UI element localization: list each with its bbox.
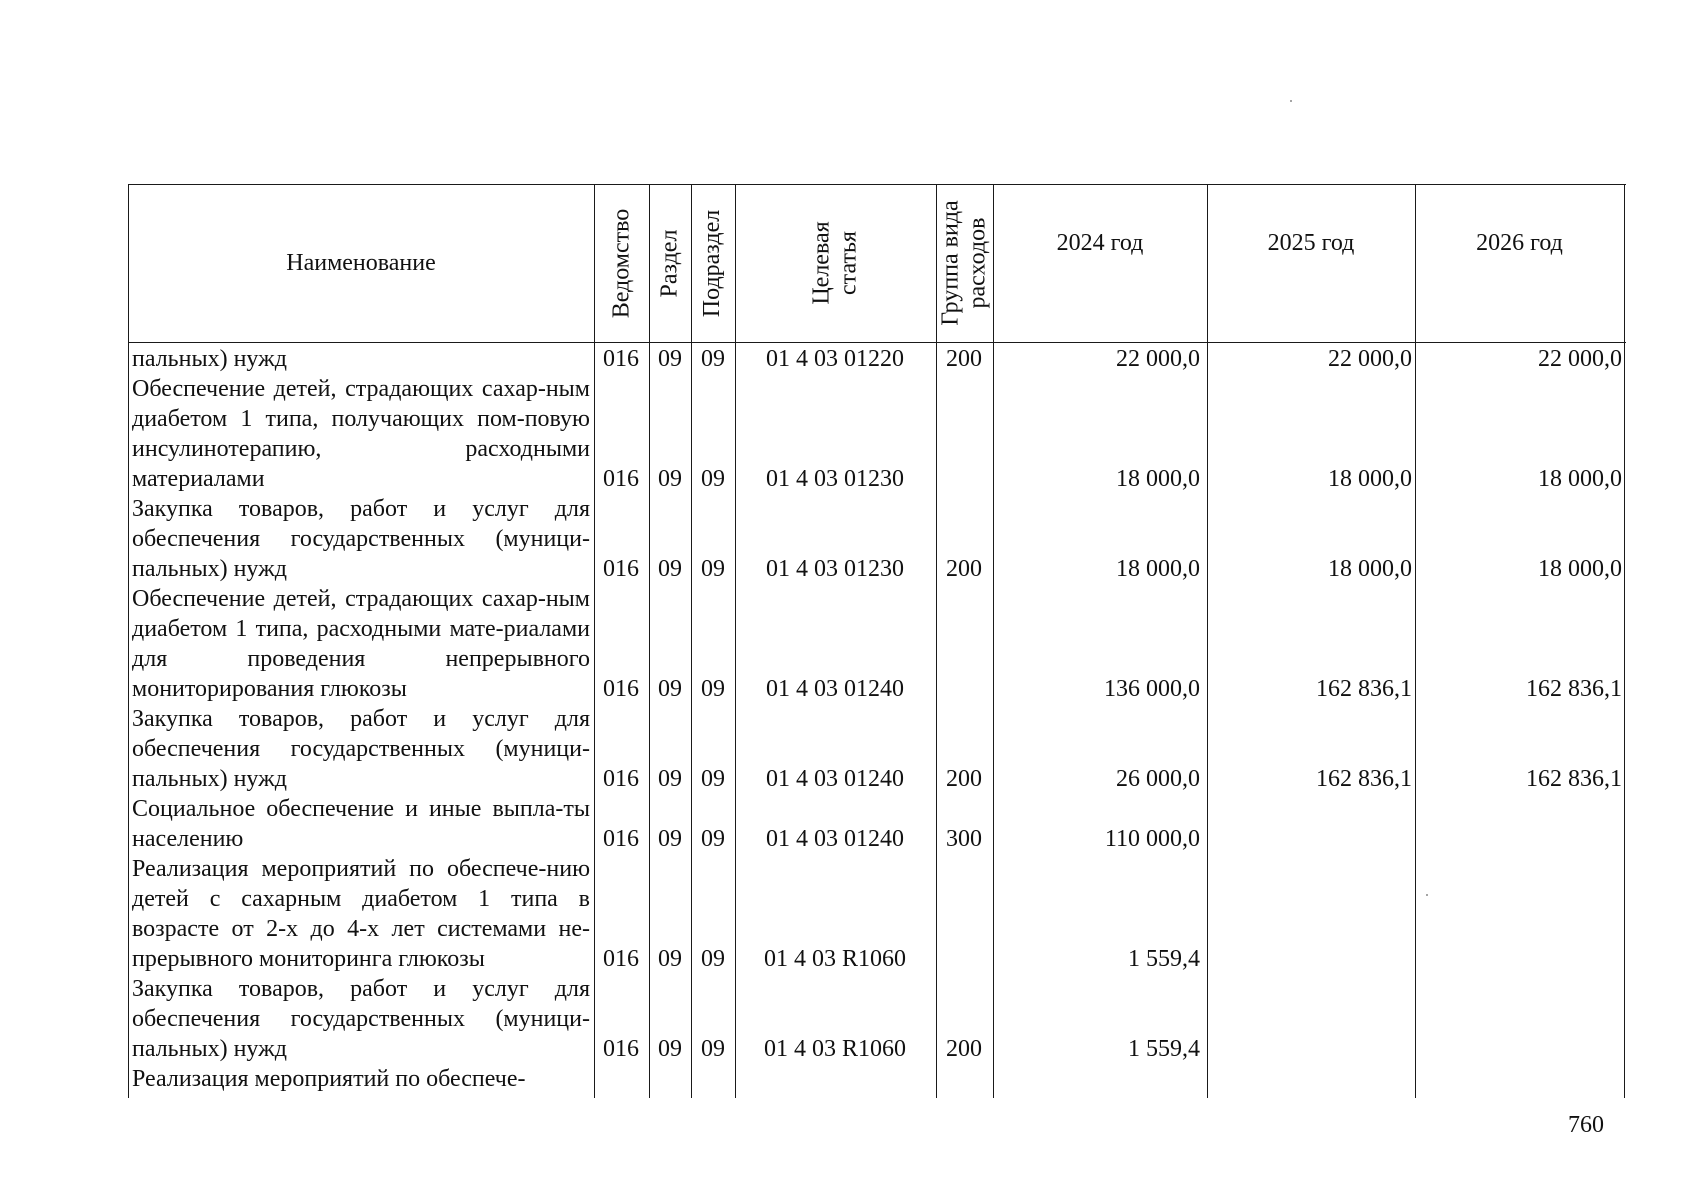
- row-podrazdel: 09: [701, 676, 725, 702]
- row-gruppa: 200: [946, 766, 982, 792]
- row-podrazdel: 09: [701, 556, 725, 582]
- header-gruppa-vida-rashodov: [936, 184, 993, 342]
- row-vedomstvo: 016: [603, 466, 639, 492]
- row-2026: 162 836,1: [1526, 766, 1622, 792]
- row-2025: 162 836,1: [1316, 766, 1412, 792]
- row-podrazdel: 09: [701, 946, 725, 972]
- header-celevaya-line1: Целевая: [808, 221, 835, 305]
- header-name-label: Наименование: [286, 249, 436, 276]
- row-name: Обеспечение детей, страдающих сахар-ным диабетом 1 типа, получающих пом-повую инсулинотерапию, расходными материалами: [132, 376, 590, 492]
- row-podrazdel: 09: [701, 346, 725, 372]
- row-razdel: 09: [658, 1036, 682, 1062]
- row-2026: 18 000,0: [1538, 466, 1622, 492]
- row-name: пальных) нужд: [132, 346, 287, 372]
- row-razdel: 09: [658, 676, 682, 702]
- row-name: Реализация мероприятий по обеспече-: [132, 1066, 526, 1092]
- header-celevaya-line2: статья: [835, 231, 862, 295]
- row-vedomstvo: 016: [603, 556, 639, 582]
- row-vedomstvo: 016: [603, 826, 639, 852]
- row-name: Реализация мероприятий по обеспече-нию детей с сахарным диабетом 1 типа в возрасте от 2-х до 4-х лет системами не-прерывного мониторинга глюкозы: [132, 856, 590, 972]
- header-2024-label: 2024 год: [1056, 230, 1144, 256]
- row-podrazdel: 09: [701, 466, 725, 492]
- row-vedomstvo: 016: [603, 766, 639, 792]
- header-vedomstvo-label: Ведомство: [608, 208, 634, 318]
- row-gruppa: 200: [946, 556, 982, 582]
- row-vedomstvo: 016: [603, 946, 639, 972]
- row-name: Обеспечение детей, страдающих сахар-ным диабетом 1 типа, расходными мате-риалами для проведения непрерывного мониторирования глюкозы: [132, 586, 590, 702]
- row-2025: 18 000,0: [1328, 556, 1412, 582]
- row-2025: 162 836,1: [1316, 676, 1412, 702]
- row-celevaya: 01 4 03 01240: [766, 676, 904, 702]
- header-2024: [993, 184, 1207, 342]
- page-number: 760: [1568, 1112, 1604, 1138]
- table-header-border: [128, 342, 1626, 343]
- row-2026: 22 000,0: [1538, 346, 1622, 372]
- header-gruppa-line2: расходов: [964, 217, 991, 309]
- row-name: Социальное обеспечение и иные выпла-ты населению: [132, 796, 590, 852]
- row-2024: 1 559,4: [1128, 946, 1200, 972]
- header-celevaya-statya: [735, 184, 936, 342]
- row-2025: 18 000,0: [1328, 466, 1412, 492]
- row-razdel: 09: [658, 826, 682, 852]
- row-celevaya: 01 4 03 01220: [766, 346, 904, 372]
- row-celevaya: 01 4 03 01230: [766, 556, 904, 582]
- header-razdel: [649, 184, 691, 342]
- row-2024: 26 000,0: [1116, 766, 1200, 792]
- row-celevaya: 01 4 03 01230: [766, 466, 904, 492]
- row-2024: 110 000,0: [1104, 826, 1200, 852]
- header-gruppa-line1: Группа вида: [937, 200, 964, 326]
- row-razdel: 09: [658, 766, 682, 792]
- row-razdel: 09: [658, 346, 682, 372]
- scan-speck: [1290, 100, 1292, 102]
- header-vedomstvo: [594, 184, 649, 342]
- row-celevaya: 01 4 03 R1060: [763, 946, 906, 972]
- row-2024: 1 559,4: [1128, 1036, 1200, 1062]
- row-2024: 136 000,0: [1104, 676, 1200, 702]
- row-celevaya: 01 4 03 01240: [766, 766, 904, 792]
- row-celevaya: 01 4 03 01240: [766, 826, 904, 852]
- row-name: Закупка товаров, работ и услуг для обеспечения государственных (муници-пальных) нужд: [132, 976, 590, 1062]
- row-vedomstvo: 016: [603, 1036, 639, 1062]
- row-razdel: 09: [658, 556, 682, 582]
- row-2026: 18 000,0: [1538, 556, 1622, 582]
- header-2026-label: 2026 год: [1476, 230, 1563, 256]
- row-gruppa: 200: [946, 1036, 982, 1062]
- row-2024: 18 000,0: [1116, 556, 1200, 582]
- row-podrazdel: 09: [701, 1036, 725, 1062]
- row-podrazdel: 09: [701, 826, 725, 852]
- row-2024: 18 000,0: [1116, 466, 1200, 492]
- header-2025-label: 2025 год: [1267, 230, 1355, 256]
- row-2024: 22 000,0: [1116, 346, 1200, 372]
- row-vedomstvo: 016: [603, 676, 639, 702]
- header-name: [128, 184, 594, 342]
- header-razdel-label: Раздел: [656, 229, 683, 297]
- row-name: Закупка товаров, работ и услуг для обеспечения государственных (муници-пальных) нужд: [132, 496, 590, 582]
- row-2026: 162 836,1: [1526, 676, 1622, 702]
- row-name: Закупка товаров, работ и услуг для обеспечения государственных (муници-пальных) нужд: [132, 706, 590, 792]
- row-gruppa: 300: [946, 826, 982, 852]
- column-divider: [1624, 184, 1625, 1098]
- row-gruppa: 200: [946, 346, 982, 372]
- row-razdel: 09: [658, 466, 682, 492]
- row-celevaya: 01 4 03 R1060: [763, 1036, 906, 1062]
- budget-table: [128, 184, 1626, 1098]
- row-podrazdel: 09: [701, 766, 725, 792]
- header-podrazdel: [691, 184, 735, 342]
- row-2025: 22 000,0: [1328, 346, 1412, 372]
- header-2025: [1207, 184, 1415, 342]
- row-razdel: 09: [658, 946, 682, 972]
- header-podrazdel-label: Подраздел: [699, 209, 726, 317]
- header-2026: [1415, 184, 1624, 342]
- row-vedomstvo: 016: [603, 346, 639, 372]
